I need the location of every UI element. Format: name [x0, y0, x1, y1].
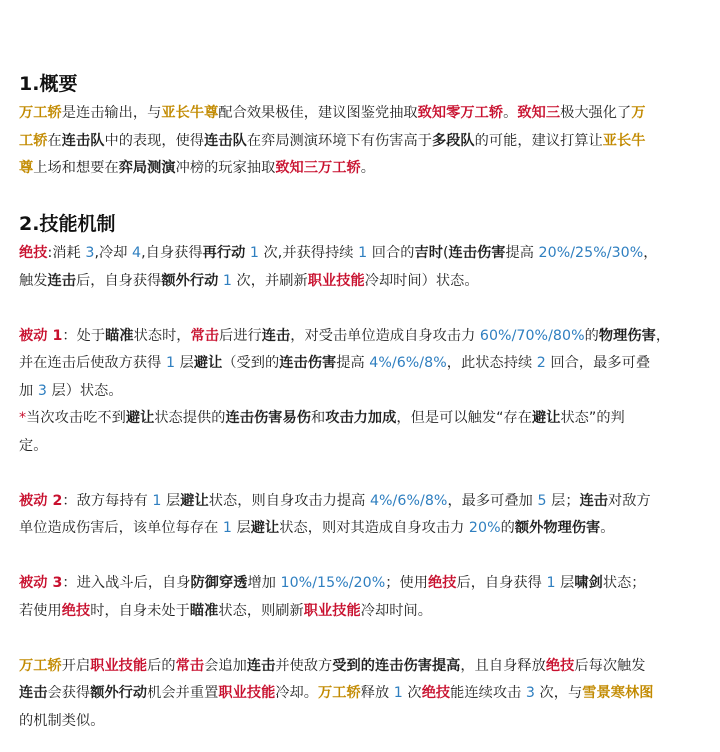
highlight-b: 连击	[261, 327, 291, 344]
text-run: 提高	[336, 355, 370, 371]
highlight-b: 连击	[47, 272, 76, 289]
text-run: ,自身获得	[141, 245, 203, 261]
highlight-r: 常击	[190, 327, 220, 344]
text-run: 的	[584, 327, 599, 344]
highlight-n: 1	[165, 355, 176, 371]
highlight-g: 亚长牛尊	[161, 105, 219, 121]
text-run: 状态时，	[133, 327, 191, 344]
text-run: 回合的	[367, 245, 415, 261]
highlight-n: 2	[536, 355, 546, 371]
text-run: 会获得	[47, 685, 91, 701]
highlight-n: 10%/15%/20%	[280, 575, 386, 591]
text-run: 和	[310, 410, 326, 426]
text-run: 上场和想要在	[33, 160, 119, 176]
highlight-star: *	[19, 410, 27, 426]
text-line	[19, 103, 709, 123]
text-line	[19, 326, 709, 346]
highlight-b: 连击队	[204, 132, 247, 149]
section-heading-1: 1.概要	[19, 73, 78, 95]
highlight-b: 瞄准	[105, 327, 134, 344]
highlight-g: 尊	[19, 160, 34, 176]
text-line	[19, 683, 709, 703]
text-run: ，	[655, 327, 671, 344]
text-run: 冷却。	[275, 685, 319, 701]
highlight-r: 致知三	[517, 105, 561, 121]
highlight-b: 连击	[579, 492, 609, 509]
text-line	[19, 573, 709, 593]
highlight-r: 被动 2	[19, 492, 63, 509]
highlight-b: 受到的连击伤害提高	[332, 657, 461, 674]
text-run: 层	[175, 355, 194, 371]
section-heading-2: 2.技能机制	[19, 213, 116, 235]
highlight-r: 职业技能	[90, 657, 148, 674]
highlight-b: 弈局测演	[118, 160, 176, 176]
text-run: 回合，最多可叠	[545, 355, 651, 371]
highlight-n: 3	[37, 382, 47, 399]
text-line	[19, 711, 709, 731]
text-run: 的可能，建议打算让	[474, 132, 603, 149]
text-run: ：进入战斗后，自身	[62, 575, 191, 591]
text-run: 并使敌方	[275, 657, 333, 674]
highlight-g: 万工轿	[19, 105, 62, 121]
highlight-n: 4%/6%/8%	[369, 355, 447, 371]
text-run: 层	[555, 575, 575, 591]
highlight-n: 1	[152, 492, 162, 509]
highlight-n: 20%/25%/30%	[538, 245, 644, 261]
text-run: 机会并重置	[147, 685, 219, 701]
text-line	[19, 656, 709, 676]
highlight-r: 绝技	[545, 657, 575, 674]
text-run: (	[442, 245, 449, 261]
highlight-b: 避让	[125, 410, 155, 426]
highlight-b: 避让	[250, 520, 280, 536]
text-run: 并在连击后使敌方获得	[19, 355, 166, 371]
highlight-b: 额外物理伤害	[514, 520, 601, 536]
text-run: 能连续攻击	[450, 685, 526, 701]
text-run: 后每次触发	[574, 657, 646, 674]
highlight-b: 连击伤害易伤	[225, 410, 311, 426]
text-line	[19, 381, 709, 401]
text-run: 会追加	[204, 657, 247, 674]
text-run: （受到的	[222, 355, 280, 371]
highlight-n: 1	[393, 685, 403, 701]
highlight-n: 4%/6%/8%	[369, 492, 448, 509]
highlight-r: 绝技	[427, 575, 457, 591]
highlight-n: 1	[358, 245, 368, 261]
highlight-n: 1	[249, 245, 259, 261]
text-run: 时，自身未处于	[90, 602, 190, 619]
text-run: 对敌方	[608, 492, 651, 509]
text-run: ，	[643, 245, 658, 261]
highlight-n: 4	[132, 245, 142, 261]
text-line	[19, 243, 709, 263]
highlight-r: 致知零万工轿	[417, 105, 504, 121]
text-run: 在	[47, 132, 62, 149]
text-run: 状态；	[602, 575, 646, 591]
text-run: ：处于	[62, 327, 106, 344]
text-run: ，且自身释放	[460, 657, 546, 674]
text-run: ,冷却	[94, 245, 133, 261]
text-run: ，对受击单位造成自身攻击力	[290, 327, 480, 344]
text-run: 的机制类似。	[19, 712, 105, 729]
text-run: 层	[231, 520, 251, 536]
text-line	[19, 271, 709, 291]
highlight-b: 吉时	[414, 245, 443, 261]
text-run: 提高	[505, 245, 539, 261]
text-run: 若使用	[19, 602, 62, 619]
highlight-r: 职业技能	[303, 602, 361, 619]
text-run: 释放	[360, 685, 394, 701]
highlight-b: 物理伤害	[598, 327, 656, 344]
text-run: 次,并获得持续	[259, 245, 359, 261]
highlight-b: 连击伤害	[279, 355, 337, 371]
highlight-b: 连击	[19, 685, 48, 701]
highlight-b: 额外行动	[161, 272, 219, 289]
text-run: 单位造成伤害后，该单位每存在	[19, 520, 223, 536]
highlight-b: 再行动	[202, 245, 246, 261]
text-run: 开启	[61, 657, 91, 674]
text-run: 后，自身获得	[456, 575, 547, 591]
highlight-r: 被动 1	[19, 327, 63, 344]
text-run: 配合效果极佳，建议图鉴党抽取	[218, 105, 418, 121]
highlight-n: 1	[222, 272, 232, 289]
highlight-b: 连击伤害	[448, 245, 506, 261]
highlight-r: 职业技能	[218, 685, 276, 701]
text-run: 次	[402, 685, 422, 701]
highlight-n: 3	[85, 245, 95, 261]
text-run: 在弈局测演环境下有伤害高于	[246, 132, 432, 149]
highlight-b: 连击	[246, 657, 276, 674]
highlight-g: 万	[631, 105, 646, 121]
text-run: 定。	[19, 437, 48, 454]
highlight-b: 额外行动	[90, 685, 148, 701]
text-run: ，此状态持续	[446, 355, 537, 371]
text-run: 是连击输出，与	[61, 105, 162, 121]
highlight-g: 工轿	[19, 132, 48, 149]
text-run: ：敌方每持有	[62, 492, 153, 509]
text-run: ，最多可叠加	[447, 492, 538, 509]
text-run: 极大强化了	[560, 105, 632, 121]
text-run: 次，并刷新	[232, 272, 308, 289]
highlight-r: 绝技	[19, 245, 48, 261]
text-line	[19, 518, 709, 538]
highlight-b: 攻击力加成	[325, 410, 397, 426]
highlight-b: 避让	[180, 492, 209, 509]
highlight-b: 啸剑	[574, 575, 603, 591]
highlight-b: 避让	[193, 355, 223, 371]
text-line	[19, 158, 709, 178]
text-run: 冷却时间）状态。	[364, 272, 479, 289]
highlight-r: 绝技	[421, 685, 451, 701]
text-line	[19, 491, 709, 511]
text-run: 触发	[19, 272, 48, 289]
text-run: 冲榜的玩家抽取	[175, 160, 276, 176]
text-run: 状态”的判	[560, 410, 625, 426]
highlight-r: 常击	[175, 657, 205, 674]
text-run: :消耗	[47, 245, 86, 261]
text-line	[19, 601, 709, 621]
highlight-b: 避让	[531, 410, 561, 426]
text-run: 状态，则刷新	[218, 602, 304, 619]
highlight-n: 20%	[468, 520, 501, 536]
text-run: 增加	[247, 575, 281, 591]
text-run: 。	[600, 520, 615, 536]
highlight-b: 瞄准	[189, 602, 219, 619]
text-run: 。	[360, 160, 375, 176]
text-run: 后的	[147, 657, 176, 674]
highlight-r: 绝技	[61, 602, 91, 619]
highlight-n: 3	[525, 685, 535, 701]
highlight-b: 防御穿透	[190, 575, 248, 591]
text-run: 加	[19, 382, 38, 399]
highlight-r: 致知三万工轿	[275, 160, 361, 176]
text-line	[19, 131, 709, 151]
text-run: ；使用	[385, 575, 428, 591]
highlight-g: 万工轿	[318, 685, 361, 701]
highlight-n: 60%/70%/80%	[479, 327, 585, 344]
text-run: 层）状态。	[46, 382, 123, 399]
text-run: 。	[503, 105, 518, 121]
highlight-r: 被动 3	[19, 575, 63, 591]
text-run: 冷却时间。	[360, 602, 432, 619]
highlight-r: 职业技能	[307, 272, 365, 289]
highlight-g: 亚长牛	[602, 132, 646, 149]
highlight-b: 连击队	[61, 132, 105, 149]
highlight-b: 多段队	[431, 132, 475, 149]
highlight-g: 雪景寒林图	[582, 685, 654, 701]
text-run: 的	[500, 520, 515, 536]
highlight-g: 万工轿	[19, 657, 62, 674]
text-run: 层	[161, 492, 181, 509]
text-run: 后，自身获得	[75, 272, 162, 289]
highlight-n: 1	[222, 520, 232, 536]
text-run: 状态，则对其造成自身攻击力	[279, 520, 469, 536]
text-run: 状态，则自身攻击力提高	[208, 492, 370, 509]
text-run: ，但是可以触发“存在	[396, 410, 532, 426]
highlight-n: 1	[546, 575, 556, 591]
text-run: 次，与	[535, 685, 583, 701]
text-line	[19, 408, 709, 428]
text-run: 后进行	[219, 327, 262, 344]
text-run: 当次攻击吃不到	[26, 410, 126, 426]
text-run: 层；	[546, 492, 580, 509]
text-line	[19, 436, 709, 456]
text-run: 状态提供的	[154, 410, 226, 426]
text-run: 中的表现，使得	[104, 132, 205, 149]
highlight-n: 5	[537, 492, 547, 509]
text-line	[19, 353, 709, 373]
